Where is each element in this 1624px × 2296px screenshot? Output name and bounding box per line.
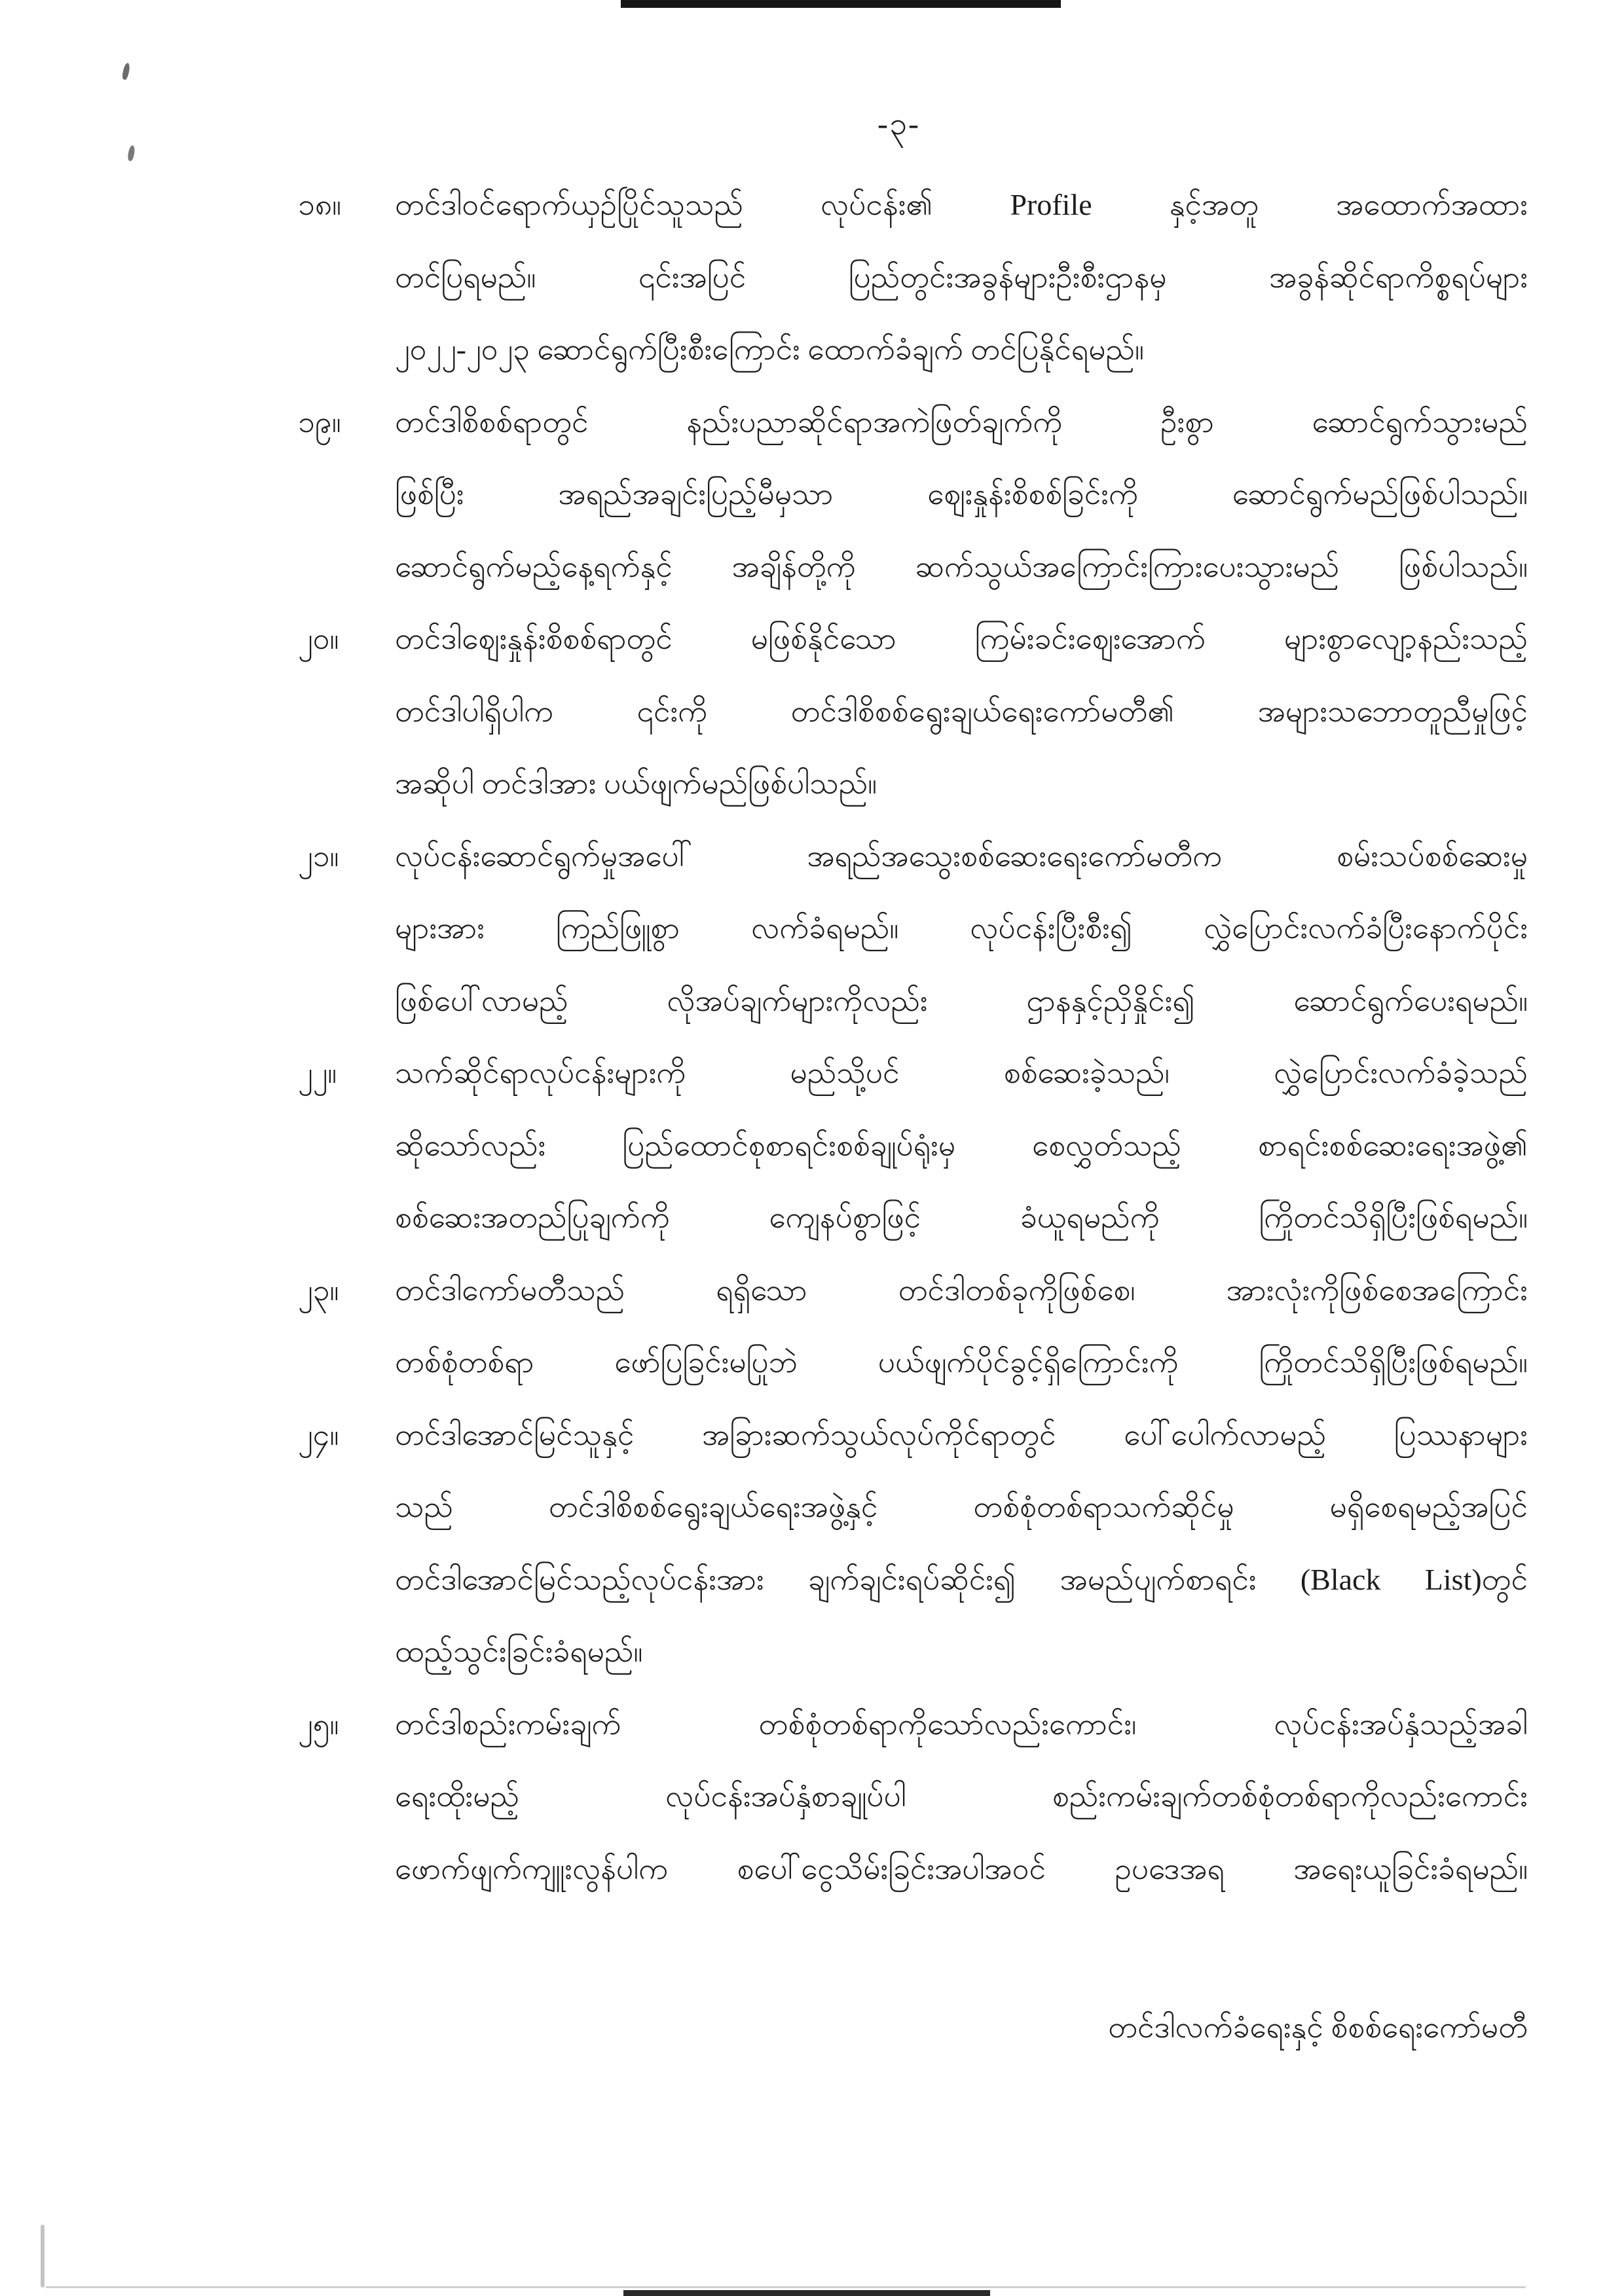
item-text-line: များအား ကြည်ဖြူစွာ လက်ခံရမည်။ လုပ်ငန်းပြီးစီး၍ လွှဲပြောင်းလက်ခံပြီးနောက်ပိုင်း xyxy=(395,911,1528,945)
scan-artifact-bottom-bar xyxy=(623,2290,990,2296)
item-text-line: တင်ဒါဈေးနှုန်းစိစစ်ရာတွင် မဖြစ်နိုင်သော ကြမ်းခင်းဈေးအောက် များစွာလျော့နည်းသည့် xyxy=(395,622,1528,655)
item-text-line: ထည့်သွင်းခြင်းခံရမည်။ xyxy=(395,1635,643,1668)
item-number: ၂၄။ xyxy=(298,1417,339,1451)
item-text-line: တင်ပြရမည်။ ၎င်းအပြင် ပြည်တွင်းအခွန်များဦးစီးဌာနမှ အခွန်ဆိုင်ရာကိစ္စရပ်များ xyxy=(395,260,1528,294)
item-text-line: တင်ဒါအောင်မြင်သည့်လုပ်ငန်းအား ချက်ချင်းရပ်ဆိုင်း၍ အမည်ပျက်စာရင်း (Black List)တွင် xyxy=(395,1562,1528,1596)
item-text-line: အဆိုပါ တင်ဒါအား ပယ်ဖျက်မည်ဖြစ်ပါသည်။ xyxy=(395,767,877,800)
item-text-line: သက်ဆိုင်ရာလုပ်ငန်းများကို မည်သို့ပင် စစ်ဆေးခဲ့သည်၊ လွှဲပြောင်းလက်ခံခဲ့သည် xyxy=(395,1056,1528,1089)
list-item xyxy=(298,820,1528,1038)
item-number: ၂၃။ xyxy=(298,1273,339,1307)
item-text-line: စစ်ဆေးအတည်ပြုချက်ကို ကျေနပ်စွာဖြင့် ခံယူရမည်ကို ကြိုတင်သိရှိပြီးဖြစ်ရမည်။ xyxy=(395,1201,1528,1234)
item-text-line: ဖြစ်ပေါ်လာမည့် လိုအပ်ချက်များကိုလည်း ဌာနနှင့်ညှိနှိုင်း၍ ဆောင်ရွက်ပေးရမည်။ xyxy=(395,983,1528,1017)
item-text-line: ဆိုသော်လည်း ပြည်ထောင်စုစာရင်းစစ်ချုပ်ရုံးမှ စေလွှတ်သည့် စာရင်းစစ်ဆေးရေးအဖွဲ့၏ xyxy=(395,1128,1528,1162)
signature-line: တင်ဒါလက်ခံရေးနှင့် စိစစ်ရေးကော်မတီ xyxy=(1108,2011,1528,2044)
document-body xyxy=(298,169,1528,1905)
item-text-line: တင်ဒါအောင်မြင်သူနှင့် အခြားဆက်သွယ်လုပ်ကိုင်ရာတွင် ပေါ်ပေါက်လာမည့် ပြဿနာများ xyxy=(395,1417,1528,1451)
scan-artifact-speck xyxy=(127,145,136,161)
item-text-line: ဖြစ်ပြီး အရည်အချင်းပြည့်မီမှသာ ဈေးနှုန်းစိစစ်ခြင်းကို ဆောင်ရွက်မည်ဖြစ်ပါသည်။ xyxy=(395,477,1528,511)
scan-artifact-top-bar xyxy=(621,0,1061,8)
list-item xyxy=(298,1037,1528,1254)
item-number: ၂၂။ xyxy=(298,1056,337,1089)
item-text-line: ဆောင်ရွက်မည့်နေ့ရက်နှင့် အချိန်တို့ကို ဆက်သွယ်အကြောင်းကြားပေးသွားမည် ဖြစ်ပါသည်။ xyxy=(395,549,1528,583)
page-number: -၃- xyxy=(877,107,920,141)
list-item xyxy=(298,169,1528,386)
item-text-line: တင်ဒါဝင်ရောက်ယှဉ်ပြိုင်သူသည် လုပ်ငန်း၏ Profile နှင့်အတူ အထောက်အထား xyxy=(395,188,1528,221)
item-text-line: လုပ်ငန်းဆောင်ရွက်မှုအပေါ် အရည်အသွေးစစ်ဆေးရေးကော်မတီက စမ်းသပ်စစ်ဆေးမှု xyxy=(395,839,1528,873)
list-item xyxy=(298,1399,1528,1688)
scan-artifact-edge-mark xyxy=(41,2225,45,2287)
item-number: ၂၅။ xyxy=(298,1707,339,1741)
scan-artifact-bottom-line xyxy=(46,2286,1526,2288)
item-number: ၂၁။ xyxy=(298,839,339,873)
item-text-line: ဖောက်ဖျက်ကျူးလွန်ပါက စပေါ်ငွေသိမ်းခြင်းအပါအဝင် ဥပဒေအရ အရေးယူခြင်းခံရမည်။ xyxy=(395,1851,1528,1886)
item-number: ၁၉။ xyxy=(298,405,341,439)
item-text-line: တင်ဒါကော်မတီသည် ရရှိသော တင်ဒါတစ်ခုကိုဖြစ်စေ၊ အားလုံးကိုဖြစ်စေအကြောင်း xyxy=(395,1273,1528,1307)
item-text-line: တင်ဒါစည်းကမ်းချက် တစ်စုံတစ်ရာကိုသော်လည်းကောင်း၊ လုပ်ငန်းအပ်နှံသည့်အခါ xyxy=(395,1707,1528,1741)
item-text-line: တင်ဒါပါရှိပါက ၎င်းကို တင်ဒါစိစစ်ရွေးချယ်ရေးကော်မတီ၏ အများသဘောတူညီမှုဖြင့် xyxy=(395,694,1528,728)
item-text-line: တင်ဒါစိစစ်ရာတွင် နည်းပညာဆိုင်ရာအကဲဖြတ်ချက်ကို ဦးစွာ ဆောင်ရွက်သွားမည် xyxy=(395,405,1528,439)
item-text-line: ၂၀၂၂-၂၀၂၃ ဆောင်ရွက်ပြီးစီးကြောင်း ထောက်ခံချက် တင်ပြနိုင်ရမည်။ xyxy=(395,333,1144,366)
item-number: ၂၀။ xyxy=(298,622,339,655)
item-number: ၁၈။ xyxy=(298,188,342,221)
item-text-line: သည် တင်ဒါစိစစ်ရွေးချယ်ရေးအဖွဲ့နှင့် တစ်စုံတစ်ရာသက်ဆိုင်မှု မရှိစေရမည့်အပြင် xyxy=(395,1490,1528,1523)
item-text-line: ရေးထိုးမည့် လုပ်ငန်းအပ်နှံစာချုပ်ပါ စည်းကမ်းချက်တစ်စုံတစ်ရာကိုလည်းကောင်း xyxy=(395,1779,1528,1813)
list-item xyxy=(298,1688,1528,1906)
list-item xyxy=(298,386,1528,604)
list-item xyxy=(298,1254,1528,1399)
item-text-line: တစ်စုံတစ်ရာ ဖော်ပြခြင်းမပြုဘဲ ပယ်ဖျက်ပိုင်ခွင့်ရှိကြောင်းကို ကြိုတင်သိရှိပြီးဖြစ်ရမည်။ xyxy=(395,1345,1528,1379)
list-item xyxy=(298,603,1528,820)
scan-artifact-speck xyxy=(121,62,130,80)
